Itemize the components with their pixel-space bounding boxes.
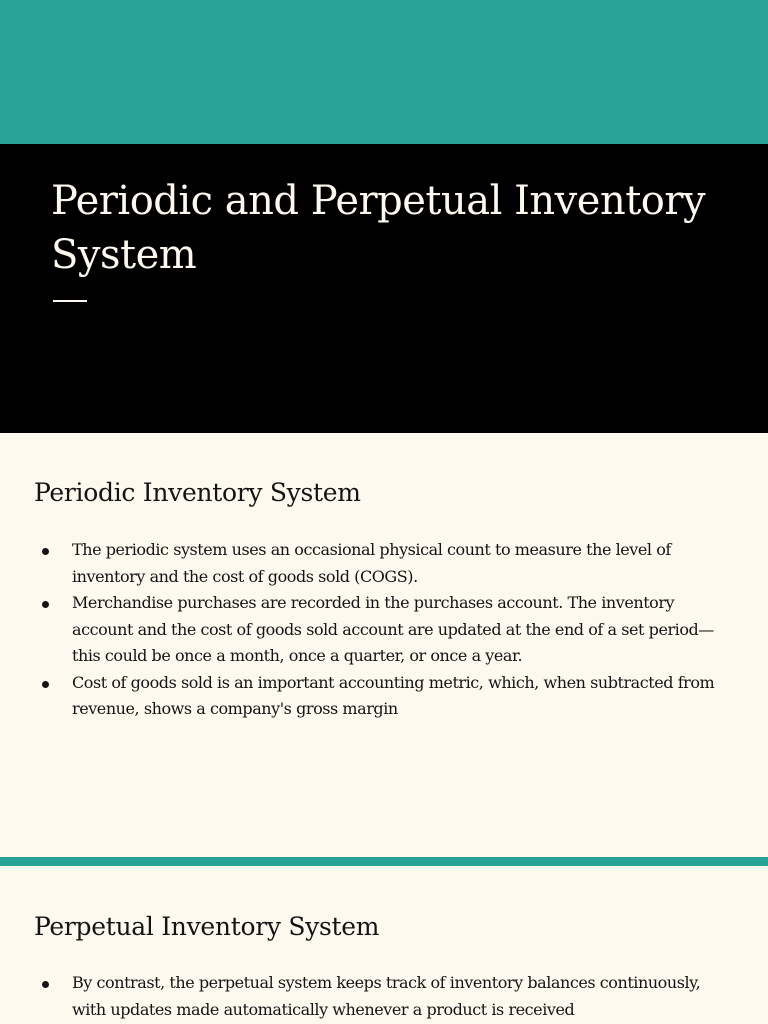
bullet-text: Merchandise purchases are recorded in the purchases account. The inventory account and the cost of goods sold account are updated at the end of a set period—this could be once a month, once a quarter, or once a year. xyxy=(72,593,714,665)
list-item xyxy=(0,670,768,723)
list-item xyxy=(0,590,768,670)
bullet-list xyxy=(0,970,768,1023)
slide-heading: Periodic Inventory System xyxy=(34,478,361,507)
bullet-dot-icon xyxy=(42,981,49,988)
bullet-text: Cost of goods sold is an important accounting metric, which, when subtracted from revenue, shows a company's gross margin xyxy=(72,672,715,718)
top-accent-band xyxy=(0,0,768,144)
list-item xyxy=(0,970,768,1023)
bullet-text: The periodic system uses an occasional physical count to measure the level of inventory and the cost of goods sold (COGS). xyxy=(72,540,671,586)
title-underline xyxy=(53,300,87,302)
bullet-text: By contrast, the perpetual system keeps track of inventory balances continuously, with updates made automatically whenever a product is received xyxy=(72,973,701,1019)
slide-heading: Perpetual Inventory System xyxy=(34,912,380,941)
bullet-list xyxy=(0,537,768,723)
title-slide xyxy=(0,144,768,433)
list-item xyxy=(0,537,768,590)
bullet-dot-icon xyxy=(42,681,49,688)
bullet-dot-icon xyxy=(42,548,49,555)
slide-periodic-inventory xyxy=(0,433,768,857)
slide-perpetual-inventory xyxy=(0,866,768,1024)
presentation-title: Periodic and Perpetual Inventory System xyxy=(51,178,706,278)
bullet-dot-icon xyxy=(42,601,49,608)
